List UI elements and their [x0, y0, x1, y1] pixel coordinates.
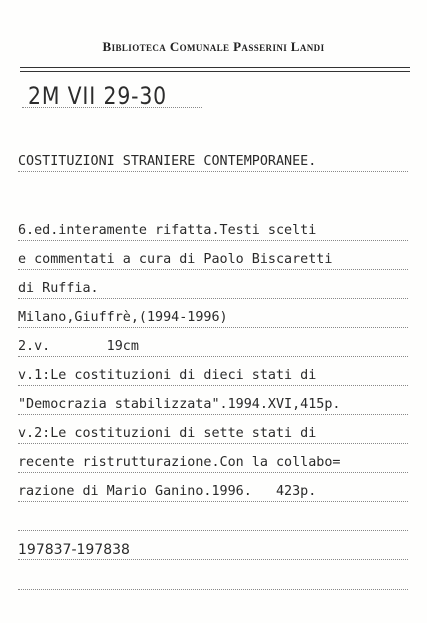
imprint-line: Milano,Giuffrè,(1994-1996) [18, 309, 408, 328]
header-rule-top [20, 67, 410, 68]
shelfmark-underline [22, 107, 202, 108]
extent-line: 2.v. 19cm [18, 338, 408, 357]
header-rule-bottom [20, 71, 410, 72]
editor-line: e commentati a cura di Paolo Biscaretti [18, 251, 408, 270]
volume2-line-cont: recente ristrutturazione.Con la collabo= [18, 454, 408, 473]
library-header: Biblioteca Comunale Passerini Landi [102, 39, 325, 54]
blank-rule-bottom [18, 589, 408, 590]
blank-rule [18, 530, 408, 531]
inventory-numbers: 197837-197838 [18, 541, 408, 560]
editor-line-cont: di Ruffia. [18, 280, 408, 299]
volume2-line: v.2:Le costituzioni di sette stati di [18, 425, 408, 444]
volume1-line: v.1:Le costituzioni di dieci stati di [18, 367, 408, 386]
volume2-line-end: razione di Mario Ganino.1996. 423p. [18, 483, 408, 502]
shelfmark: 2M VII 29-30 [28, 82, 168, 110]
title-line: COSTITUZIONI STRANIERE CONTEMPORANEE. [18, 153, 408, 172]
volume1-line-cont: "Democrazia stabilizzata".1994.XVI,415p. [18, 396, 408, 415]
edition-line: 6.ed.interamente rifatta.Testi scelti [18, 222, 408, 241]
